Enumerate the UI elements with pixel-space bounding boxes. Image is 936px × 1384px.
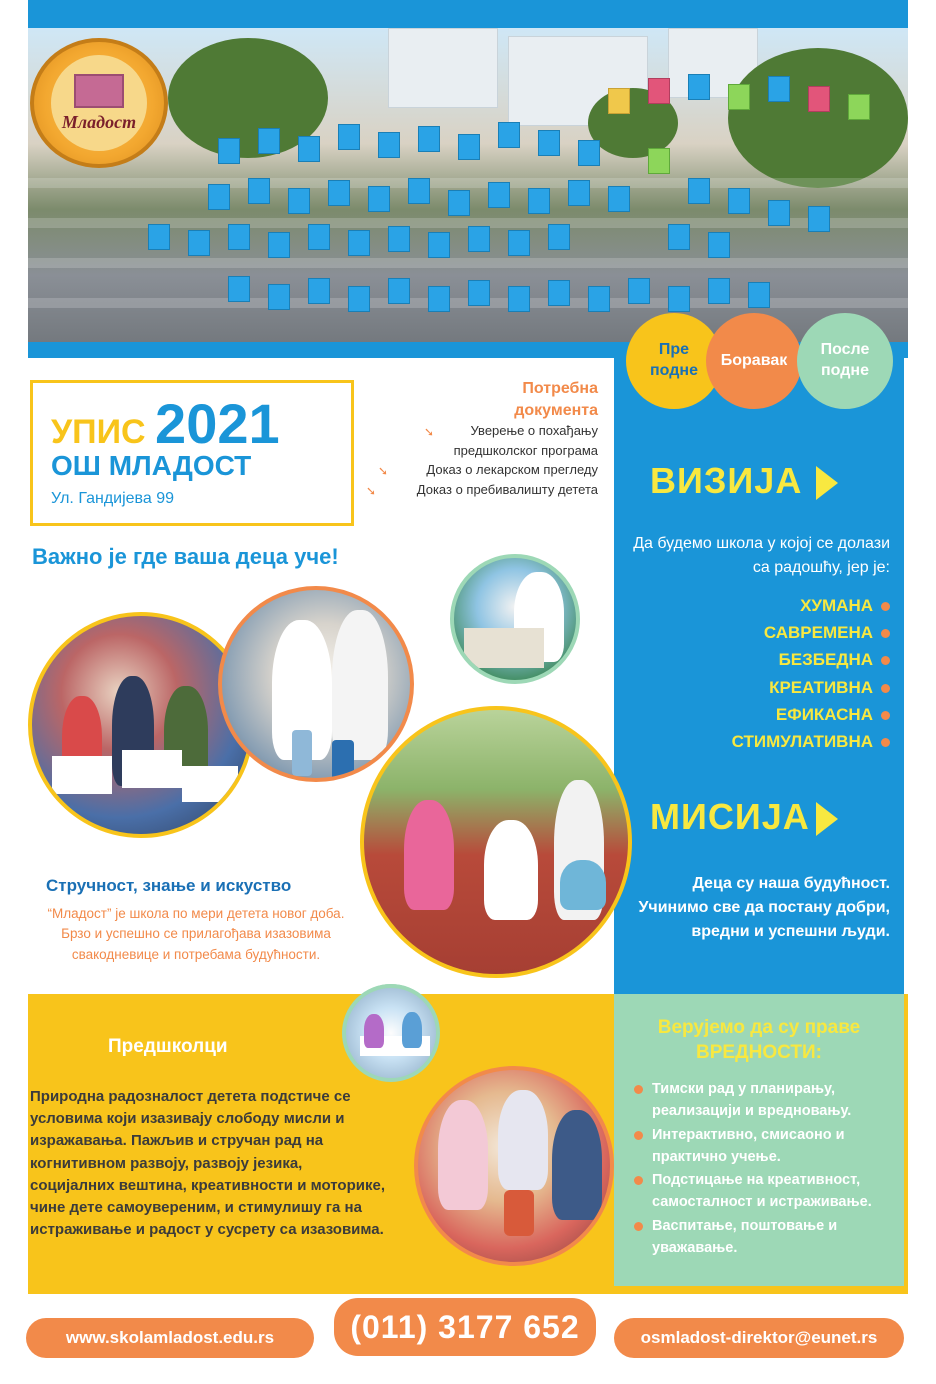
values-panel [614,994,904,1286]
vision-title: ВИЗИЈА [650,460,838,502]
logo-text: Младост [61,111,137,132]
chevron-right-icon [816,466,838,500]
website-link[interactable]: www.skolamladost.edu.rs [26,1318,314,1358]
email-link[interactable]: osmladost-direktor@eunet.rs [614,1318,904,1358]
vision-item: ХУМАНА [626,592,890,619]
vision-text: Да будемо школа у којој се долази са радошћу, јер је: [633,535,890,576]
tagline: Важно је где ваша деца уче! [32,544,339,569]
document-item: ➘ Уверење о похађању предшколског програма [424,423,598,458]
shift-daycare: Боравак [706,313,802,409]
enrollment-heading: УПИС 2021 [51,392,280,455]
experience-text: “Младост” је школа по мери детета новог доба. Брзо и успешно се прилагођава изазовима свакодневице и потребама будућности. [47,906,345,962]
chevron-right-icon [816,802,838,836]
vision-item: САВРЕМЕНА [626,619,890,646]
value-item: Тимски рад у планирању, реализацији и вредновању. [626,1079,892,1123]
vision-list [626,592,890,755]
value-item: Интерактивно, смисаоно и практично учење. [626,1125,892,1169]
photo-chemistry-lab [218,586,414,782]
values-title: Верујемо да су праве ВРЕДНОСТИ: [657,1017,861,1063]
enrollment-box [30,380,354,526]
vision-item: СТИМУЛАТИВНА [626,728,890,755]
shift-morning: Пре подне [626,313,722,409]
mission-title: МИСИЈА [650,796,838,838]
document-item: ➘ Доказ о лекарском прегледу [378,462,598,479]
school-name: ОШ МЛАДОСТ [51,450,252,481]
vision-item: ЕФИКАСНА [626,701,890,728]
required-documents [366,378,598,499]
school-building-icon [74,74,124,108]
school-logo [30,38,168,168]
vision-item: КРЕАТИВНА [626,674,890,701]
enrollment-year: 2021 [155,392,280,455]
preschool-title: Предшколци [108,1036,228,1057]
photo-preschool-experiment [414,1066,614,1266]
phone-number[interactable]: (011) 3177 652 [334,1298,596,1356]
vision-item: БЕЗБЕДНА [626,646,890,673]
top-blue-strip [28,0,908,28]
document-item: ➘ Доказ о пребивалишту детета [366,481,598,498]
experience-title: Стручност, знање и искуство [46,876,292,895]
photo-classroom-table [450,554,580,684]
value-item: Васпитање, поштовање и уважавање. [626,1216,892,1260]
documents-title: Потребна документа [514,380,598,419]
photo-preschool-room [342,984,440,1082]
mission-text: Деца су наша будућност. Учинимо све да постану добри, вредни и успешни људи. [638,875,890,940]
preschool-text: Природна радозналост детета подстиче се условима који изазивају слободу мисли и изражавања. Пажљив и стручан рад на когнитивном развоју, развоју језика, социјалних вештина, креативности и моторике, чине дете самоувереним, и стимулишу га на истраживање и радост у сусрету са изазовима. [30,1088,385,1239]
shift-afternoon: После подне [797,313,893,409]
photo-students-certificates [28,612,254,838]
photo-sports-track [360,706,632,978]
value-item: Подстицање на креативност, самосталност и истраживање. [626,1170,892,1214]
school-address: Ул. Гандијева 99 [51,490,175,507]
